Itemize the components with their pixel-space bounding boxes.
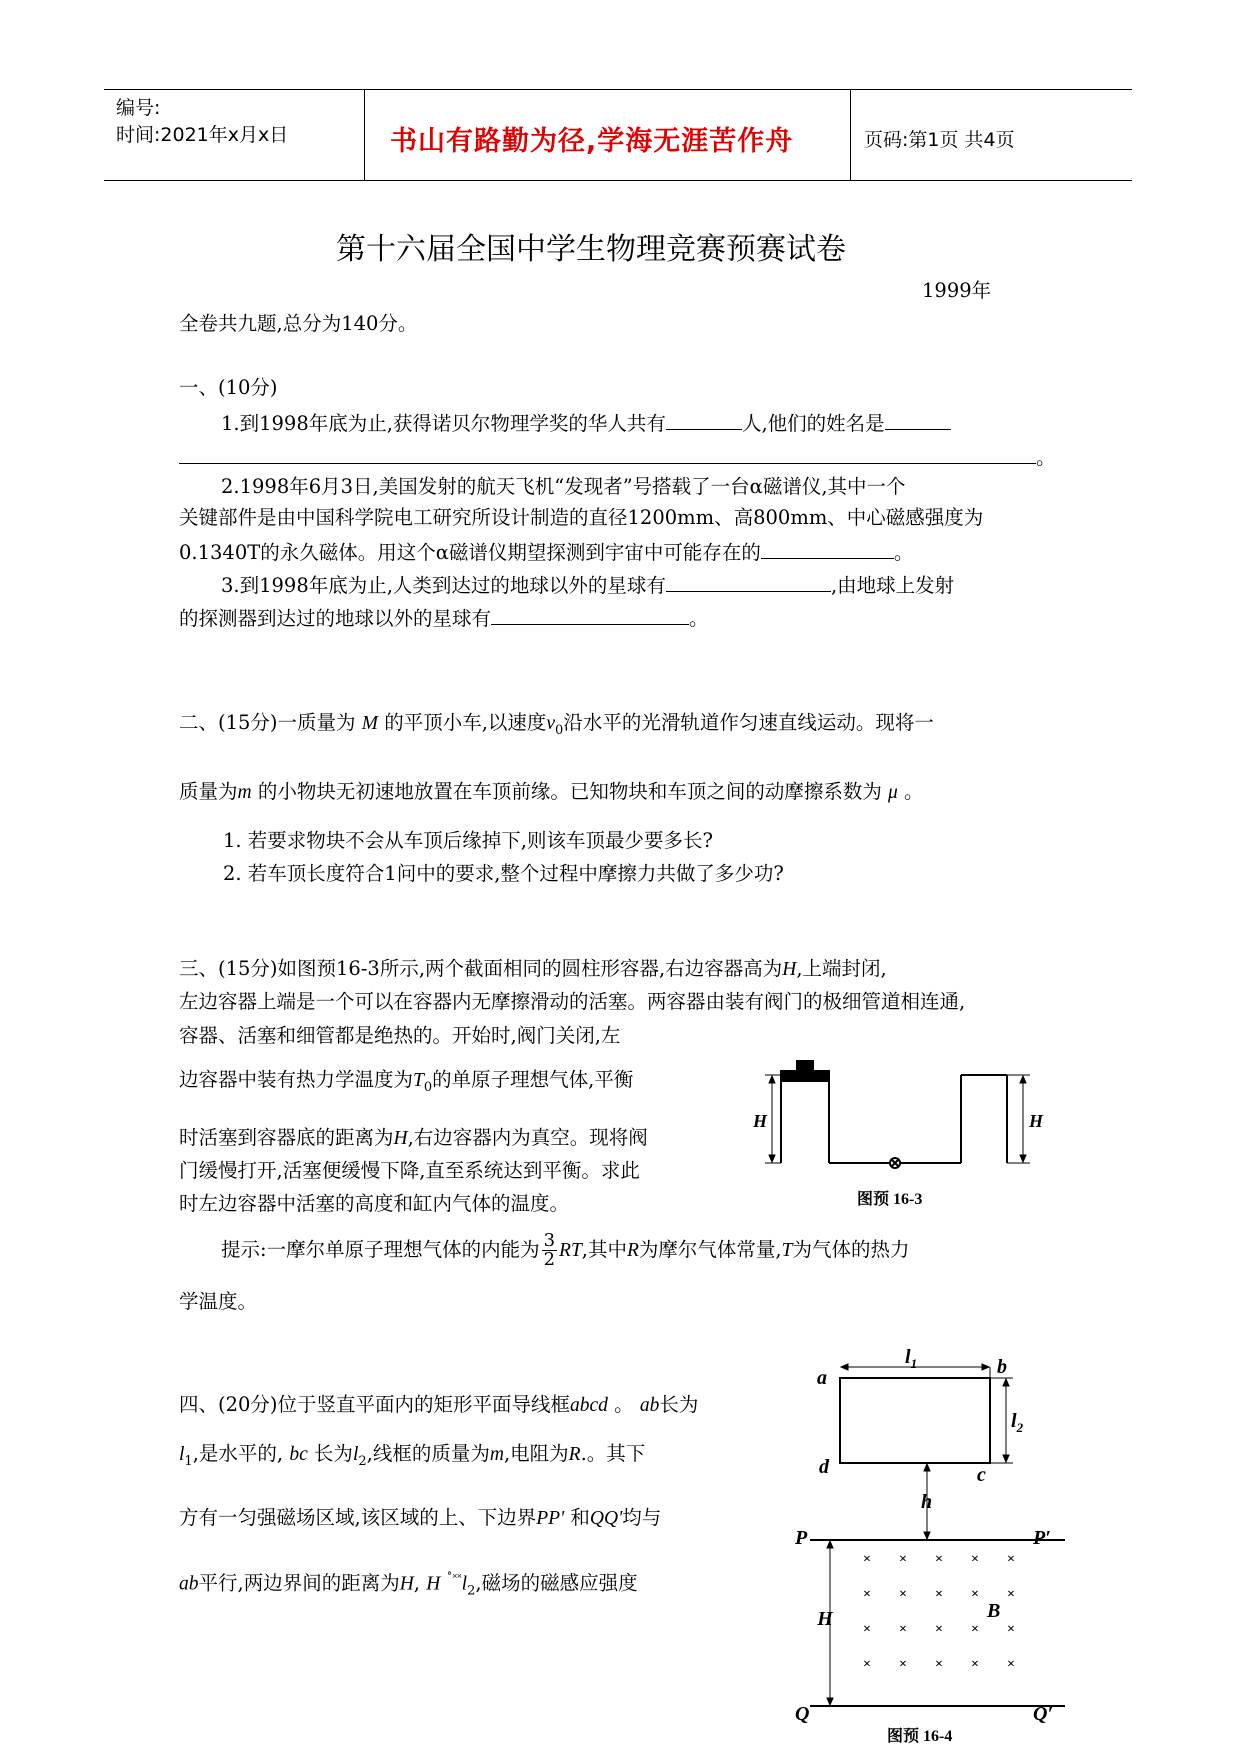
svg-text:×: × [971, 1622, 979, 1637]
document-year: 1999年 [922, 279, 992, 302]
fig-label-l1: $l_1$ [905, 1346, 918, 1371]
q1-item3-line2: 的探测器到达过的地球以外的星球有 。 [179, 607, 709, 630]
fig-label-H-right: H [1029, 1111, 1044, 1131]
q3-line3: 容器、活塞和细管都是绝热的。开始时,阀门关闭,左 [179, 1024, 621, 1047]
q1-blank-particle[interactable] [761, 540, 894, 559]
header-divider-right [850, 89, 851, 180]
fig-label-h: h [921, 1491, 933, 1513]
svg-text:×: × [863, 1657, 871, 1672]
time-label: 时间:2021年x月x日 [116, 124, 289, 146]
svg-text:×: × [899, 1657, 907, 1672]
fig-label-c: c [977, 1464, 986, 1486]
svg-text:×: × [935, 1552, 943, 1567]
svg-text:×: × [1007, 1552, 1015, 1567]
q3-line4: 边容器中装有热力学温度为$T_0$的单原子理想气体,平衡 [179, 1068, 634, 1095]
q4-line3: 方有一匀强磁场区域,该区域的上、下边界PP' 和QQ'均与 [179, 1506, 662, 1529]
q3-line7: 时左边容器中活塞的高度和缸内气体的温度。 [179, 1192, 570, 1215]
fig-label-H-left: H [753, 1111, 768, 1131]
svg-text:×: × [971, 1552, 979, 1567]
fig-label-P-prime: P′ [1033, 1527, 1051, 1549]
wire-frame-abcd [840, 1378, 990, 1463]
svg-text:×: × [863, 1552, 871, 1567]
fig-label-B: B [987, 1600, 1001, 1622]
svg-text:×: × [1007, 1587, 1015, 1602]
serial-number-label: 编号: [116, 97, 161, 119]
header-top-rule [104, 89, 1132, 90]
q1-blank-probed[interactable] [491, 606, 689, 625]
svg-text:×: × [899, 1622, 907, 1637]
three-halves-fraction: $\frac{3}{2}$ [543, 1230, 556, 1270]
fig-label-P: P [795, 1527, 808, 1549]
q1-blank-count[interactable] [666, 411, 742, 430]
q3-line5: 时活塞到容器底的距离为H,右边容器内为真空。现将阀 [179, 1126, 648, 1149]
q1-item1: 1.到1998年底为止,获得诺贝尔物理学奖的华人共有 人,他们的姓名是 [221, 411, 951, 434]
q4-line1: 四、(20分)位于竖直平面内的矩形平面导线框abcd 。 ab长为 [179, 1393, 699, 1416]
q2-line1: 二、(15分)一质量为 M 的平顶小车,以速度$v_0$沿水平的光滑轨道作匀速直线运动。现将一 [179, 711, 934, 738]
svg-text:×: × [935, 1587, 943, 1602]
q1-heading: 一、(10分) [179, 376, 278, 399]
svg-text:×: × [1007, 1622, 1015, 1637]
svg-text:×: × [1007, 1657, 1015, 1672]
q3-hint: 提示:一摩尔单原子理想气体的内能为 $\frac{3}{2}$ RT,其中R为摩尔气体常量,T为气体的热力 [221, 1230, 910, 1270]
svg-text:×: × [863, 1622, 871, 1637]
q2-subquestion-1: 1. 若要求物块不会从车顶后缘掉下,则该车顶最少要多长? [223, 829, 713, 852]
svg-text:×: × [935, 1622, 943, 1637]
q1-blank-names-cont[interactable] [179, 445, 1036, 464]
fig-label-b: b [997, 1356, 1007, 1378]
q1-item2-line3: 0.1340T的永久磁体。用这个α磁谱仪期望探测到宇宙中可能存在的 。 [179, 541, 914, 564]
q4-line4: ab平行,两边界间的距离为H, H $^{˚˟˟}l_2$,磁场的磁感应强度 [179, 1571, 638, 1599]
q3-line1: 三、(15分)如图预16-3所示,两个截面相同的圆柱形容器,右边容器高为H,上端封闭, [179, 957, 887, 980]
figure-16-4-caption: 图预 16-4 [887, 1728, 953, 1745]
svg-text:×: × [971, 1587, 979, 1602]
fig-label-a: a [817, 1367, 827, 1389]
fig-label-Q: Q [795, 1703, 810, 1725]
figure-16-4 [795, 1345, 1075, 1745]
document-title: 第十六届全国中学生物理竞赛预赛试卷 [336, 232, 846, 267]
header-motto: 书山有路勤为径,学海无涯苦作舟 [390, 126, 794, 157]
document-intro: 全卷共九题,总分为140分。 [179, 312, 418, 335]
piston-weight [797, 1061, 813, 1072]
q2-line2: 质量为m 的小物块无初速地放置在车顶前缘。已知物块和车顶之间的动摩擦系数为 μ 。 [179, 780, 924, 803]
svg-text:×: × [935, 1657, 943, 1672]
q1-item3-line1: 3.到1998年底为止,人类到达过的地球以外的星球有 ,由地球上发射 [221, 574, 955, 597]
q1-item1-continuation: 。 [179, 445, 1056, 468]
svg-text:×: × [971, 1657, 979, 1672]
q3-hint-end: 学温度。 [179, 1290, 258, 1313]
svg-text:×: × [899, 1552, 907, 1567]
q2-subquestion-2: 2. 若车顶长度符合1问中的要求,整个过程中摩擦力共做了多少功? [223, 862, 784, 885]
svg-text:×: × [863, 1587, 871, 1602]
fig-label-l2: $l_2$ [1011, 1410, 1024, 1435]
header-divider-left [364, 89, 365, 180]
q1-item2-line1: 2.1998年6月3日,美国发射的航天飞机“发现者”号搭载了一台α磁谱仪,其中一个 [221, 475, 906, 498]
header-bottom-rule [104, 180, 1132, 181]
fig-label-Q-prime: Q′ [1033, 1703, 1054, 1725]
q1-blank-names[interactable] [885, 411, 951, 430]
fig-label-d: d [819, 1456, 829, 1478]
figure-16-3-caption: 图预 16-3 [857, 1191, 923, 1208]
q3-line6: 门缓慢打开,活塞便缓慢下降,直至系统达到平衡。求此 [179, 1159, 640, 1182]
figure-16-3 [745, 1045, 1045, 1210]
svg-text:×: × [899, 1587, 907, 1602]
page-number-label: 页码:第1页 共4页 [864, 129, 1015, 151]
q1-blank-visited[interactable] [666, 573, 831, 592]
q4-line2: $l_1$,是水平的, bc 长为$l_2$,线框的质量为m,电阻为R.。其下 [179, 1442, 646, 1469]
q1-item2-line2: 关键部件是由中国科学院电工研究所设计制造的直径1200mm、高800mm、中心磁感强度为 [179, 506, 984, 529]
fig-label-H: H [817, 1608, 833, 1630]
q3-line2: 左边容器上端是一个可以在容器内无摩擦滑动的活塞。两容器由装有阀门的极细管道相连通, [179, 990, 966, 1013]
